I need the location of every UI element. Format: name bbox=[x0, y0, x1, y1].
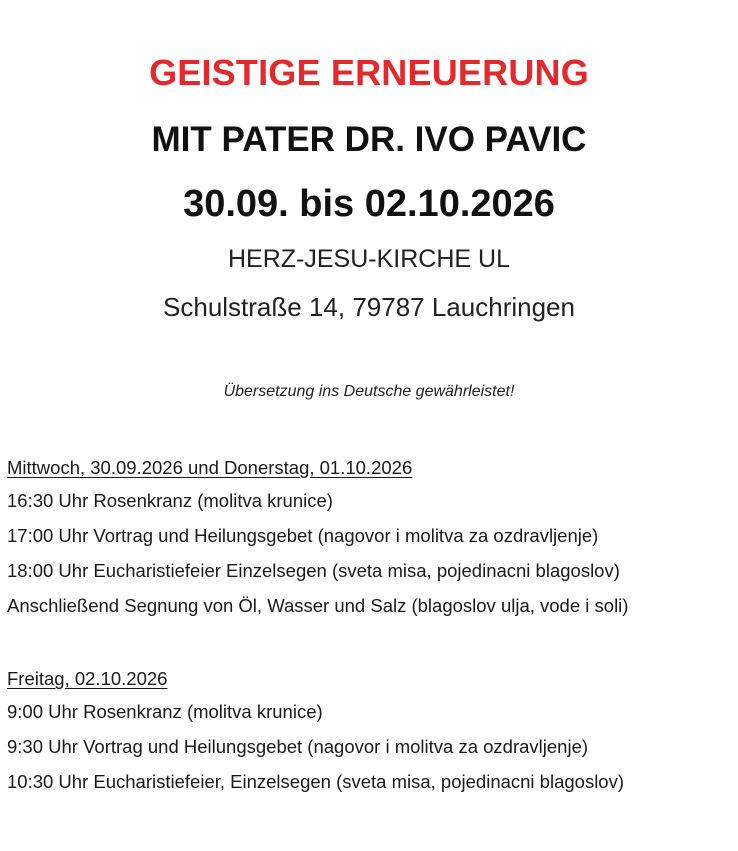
schedule-item: 17:00 Uhr Vortrag und Heilungsgebet (nagovor i molitva za ozdravljenje) bbox=[7, 525, 599, 546]
schedule-block-friday bbox=[7, 664, 735, 799]
translation-note: Übersetzung ins Deutsche gewährleistet! bbox=[223, 383, 515, 400]
event-dates: 30.09. bis 02.10.2026 bbox=[183, 183, 555, 225]
event-subtitle: MIT PATER DR. IVO PAVIC bbox=[151, 120, 587, 159]
schedule-item: 9:00 Uhr Rosenkranz (molitva krunice) bbox=[7, 701, 323, 722]
schedule-heading: Freitag, 02.10.2026 bbox=[7, 668, 168, 689]
event-address: Schulstraße 14, 79787 Lauchringen bbox=[163, 292, 575, 322]
schedule-item: 18:00 Uhr Eucharistiefeier Einzelsegen (sveta misa, pojedinacni blagoslov) bbox=[7, 560, 620, 581]
schedule-heading: Mittwoch, 30.09.2026 und Donerstag, 01.10.2026 bbox=[7, 457, 413, 478]
schedule-item: Anschließend Segnung von Öl, Wasser und Salz (blagoslov ulja, vode i soli) bbox=[7, 595, 629, 616]
schedule-block-weekdays bbox=[7, 453, 735, 623]
event-title: GEISTIGE ERNEUERUNG bbox=[149, 52, 589, 93]
schedule-item: 16:30 Uhr Rosenkranz (molitva krunice) bbox=[7, 490, 333, 511]
schedule-item: 9:30 Uhr Vortrag und Heilungsgebet (nagovor i molitva za ozdravljenje) bbox=[7, 736, 589, 757]
schedule-item: 10:30 Uhr Eucharistiefeier, Einzelsegen (sveta misa, pojedinacni blagoslov) bbox=[7, 771, 625, 792]
event-venue: HERZ-JESU-KIRCHE UL bbox=[228, 245, 510, 273]
